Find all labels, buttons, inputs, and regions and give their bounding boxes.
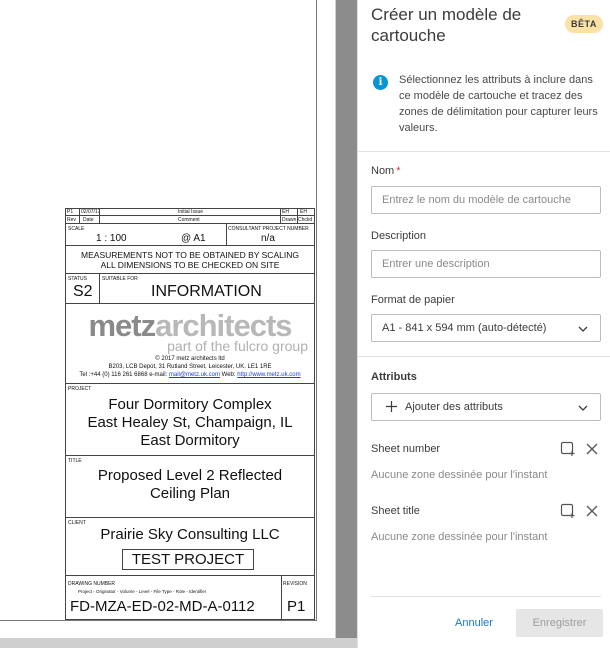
chkd-cell: EH <box>300 209 307 215</box>
paper-format-select[interactable] <box>371 314 601 342</box>
drawing-number-label: DRAWING NUMBER <box>68 581 116 587</box>
drawn-cell: EH <box>282 209 289 215</box>
footer-divider <box>371 596 601 597</box>
name-label: Nom * <box>371 165 401 177</box>
rev-cell: P1 <box>67 209 74 215</box>
draw-zone-icon[interactable] <box>560 441 576 457</box>
status-value: S2 <box>73 283 93 300</box>
add-attributes-dropdown[interactable] <box>371 393 601 421</box>
consultant-label: CONSULTANT PROJECT NUMBER <box>228 226 309 232</box>
project-label: PROJECT <box>68 386 92 392</box>
measurement-notes <box>66 246 314 274</box>
drawing-number-fields: Project - Originator - Volume - Level - File Type - Role - Identifier <box>78 589 207 594</box>
attributes-heading: Attributs <box>371 371 417 383</box>
info-icon: i <box>373 75 388 90</box>
title-label: TITLE <box>68 458 82 464</box>
save-button[interactable]: Enregistrer <box>516 609 603 637</box>
comment-header: Comment <box>178 217 200 223</box>
rev-header: Rev <box>67 217 76 223</box>
scale-value: 1 : 100 <box>96 233 127 244</box>
suitable-value: INFORMATION <box>151 283 262 300</box>
revision-label: REVISION <box>283 581 307 587</box>
chkd-header: Chckd <box>298 217 313 223</box>
logo-tagline: part of the fulcro group <box>167 338 308 354</box>
web-link[interactable]: http://www.metz.uk.com <box>237 372 301 378</box>
client-label: CLIENT <box>68 520 86 526</box>
scale-label: SCALE <box>68 226 85 232</box>
drawing-number: FD-MZA-ED-02-MD-A-0112 <box>70 598 255 615</box>
plus-icon <box>385 400 398 413</box>
draw-zone-icon[interactable] <box>560 503 576 519</box>
description-input[interactable] <box>372 251 600 277</box>
attribute-name: Sheet number <box>371 443 441 455</box>
remove-attribute-icon[interactable] <box>584 503 600 519</box>
consultant-value: n/a <box>261 233 275 244</box>
attribute-status: Aucune zone dessinée pour l'instant <box>371 531 548 543</box>
name-input[interactable] <box>372 187 600 213</box>
date-cell: 02/07/17 <box>81 209 101 215</box>
client-row <box>66 518 314 576</box>
metz-architects-logo: metzarchitects <box>88 308 292 343</box>
description-label: Description <box>371 230 427 242</box>
viewer-edge <box>0 638 357 648</box>
chevron-down-icon <box>578 403 588 413</box>
add-attributes-label: Ajouter des attributs <box>405 401 503 413</box>
description-field[interactable] <box>371 250 601 278</box>
scale-row <box>66 224 314 246</box>
title-line-1: Proposed Level 2 Reflected <box>97 467 283 484</box>
architect-block <box>66 304 314 384</box>
section-divider <box>358 356 610 357</box>
status-label: STATUS <box>68 276 87 282</box>
title-row <box>66 456 314 518</box>
client-name: Prairie Sky Consulting LLC <box>100 526 280 543</box>
project-line-3: East Dormitory <box>140 432 240 449</box>
info-text: Sélectionnez les attributs à inclure dans ce modèle de cartouche et tracez des zones de délimitation pour capturer leurs valeurs. <box>399 74 598 134</box>
address: B203, LCB Depot, 31 Rutland Street, Leicester, UK. LE1 1RE <box>108 364 272 370</box>
beta-badge: BÊTA <box>565 15 603 33</box>
revision-row <box>66 209 314 216</box>
project-line-2: East Healey St, Champaign, IL <box>87 414 293 431</box>
revision-value: P1 <box>287 598 306 615</box>
project-row <box>66 384 314 456</box>
paper-format-value: A1 - 841 x 594 mm (auto-détecté) <box>382 322 547 334</box>
measurement-note-2: ALL DIMENSIONS TO BE CHECKED ON SITE <box>100 260 280 270</box>
panel-title: Créer un modèle de cartouche <box>371 5 522 45</box>
create-title-block-panel <box>357 0 610 648</box>
remove-attribute-icon[interactable] <box>584 441 600 457</box>
info-banner <box>358 66 610 152</box>
title-line-2: Ceiling Plan <box>149 485 231 502</box>
email-link[interactable]: mail@metz.uk.com <box>168 372 220 378</box>
project-line-1: Four Dormitory Complex <box>108 396 272 413</box>
drawing-number-row <box>66 576 314 619</box>
drawn-header: Drawn <box>282 217 297 223</box>
client-project: TEST PROJECT <box>122 549 254 570</box>
measurement-note-1: MEASUREMENTS NOT TO BE OBTAINED BY SCALING <box>81 250 299 260</box>
contact-line: Tel :+44 (0) 116 261 6868 e-mail: mail@metz.uk.com Web: http://www.metz.uk.com <box>79 372 301 378</box>
comment-cell: Initial Issue <box>178 209 204 215</box>
date-header: Date <box>83 217 94 223</box>
name-field[interactable] <box>371 186 601 214</box>
copyright: © 2017 metz architects ltd <box>155 356 225 362</box>
attribute-status: Aucune zone dessinée pour l'instant <box>371 469 548 481</box>
revision-header-row <box>66 216 314 224</box>
status-row <box>66 274 314 304</box>
cancel-button[interactable]: Annuler <box>455 617 493 629</box>
suitable-label: SUITABLE FOR <box>102 276 138 282</box>
sheet-size: @ A1 <box>181 233 206 244</box>
required-marker: * <box>396 165 401 177</box>
chevron-down-icon <box>578 324 588 334</box>
paper-format-label: Format de papier <box>371 294 455 306</box>
title-block <box>65 208 315 620</box>
attribute-name: Sheet title <box>371 505 420 517</box>
